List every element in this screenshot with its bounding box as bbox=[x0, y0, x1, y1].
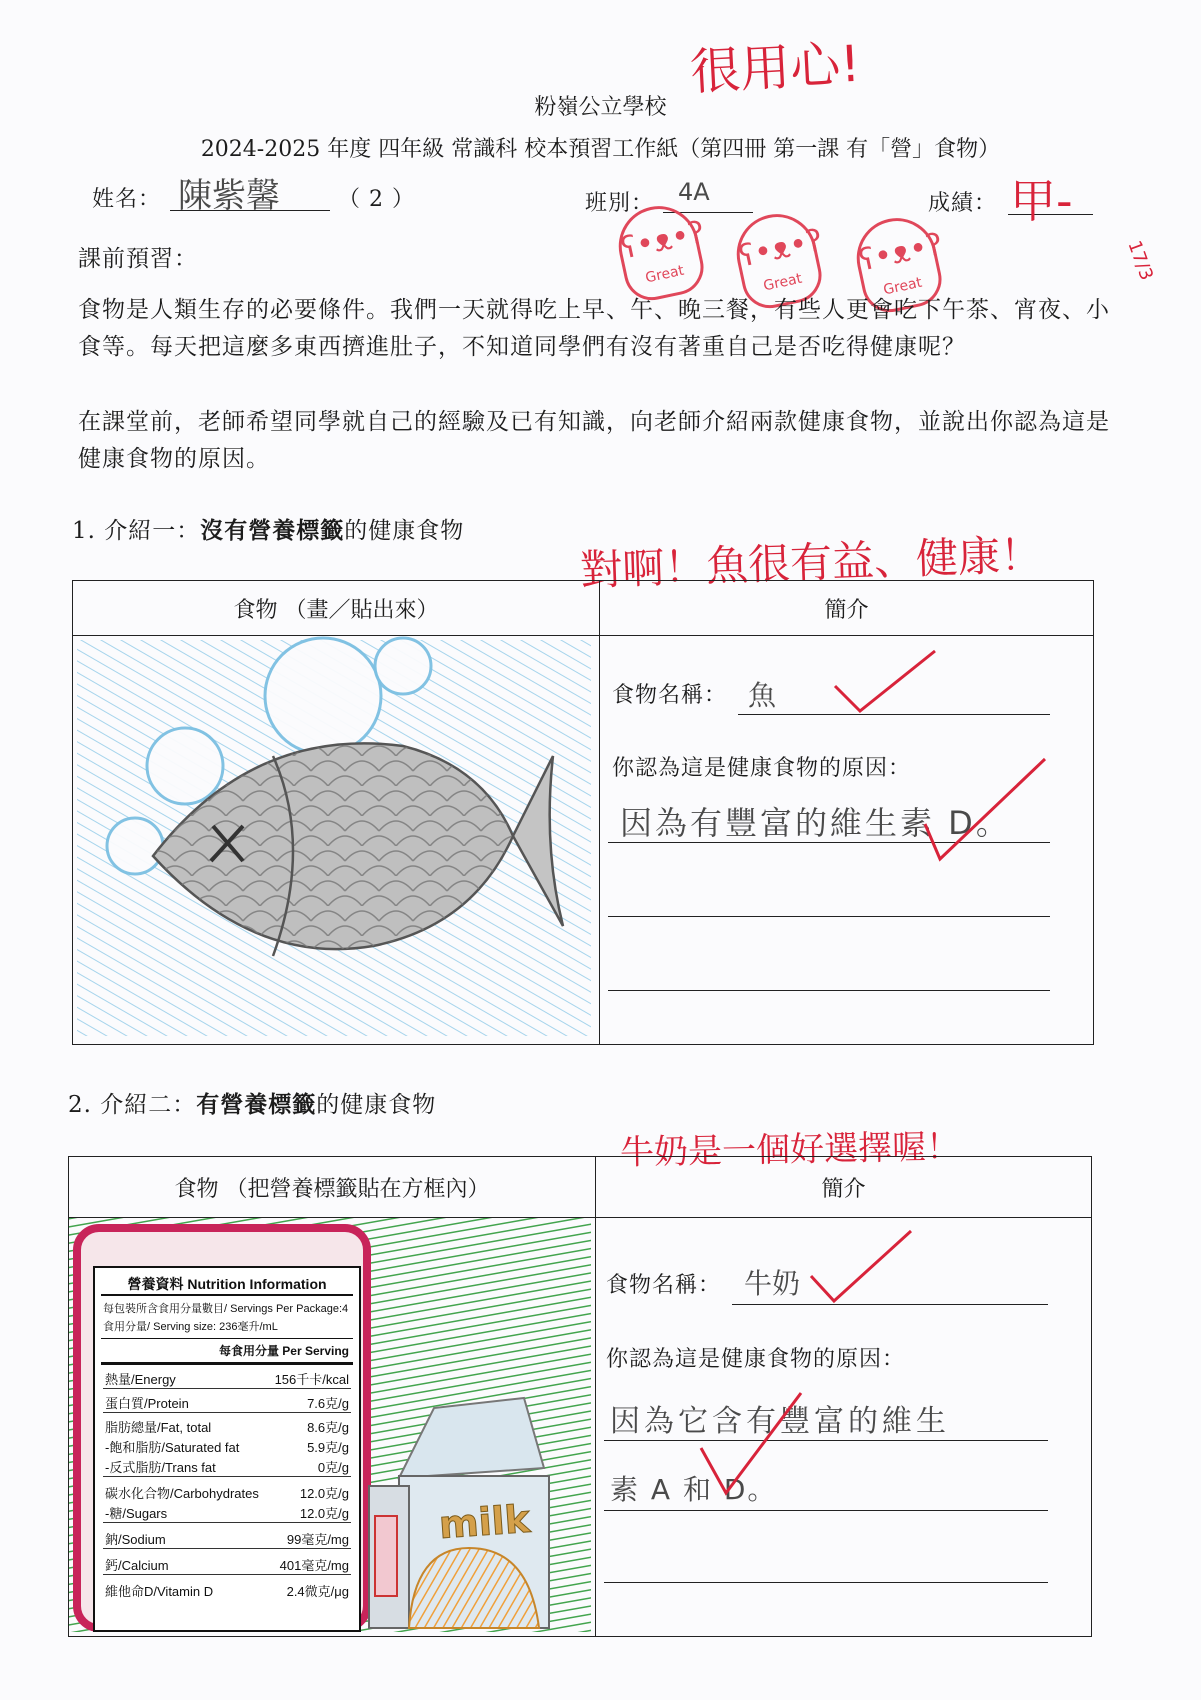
section2-table bbox=[68, 1156, 1092, 1637]
nutrition-value: 7.6克/g bbox=[307, 1396, 349, 1411]
class-value: 4A bbox=[678, 178, 710, 206]
intro-paragraph-1: 食物是人類生存的必要條件。我們一天就得吃上早、午、晚三餐，有些人更會吃下午茶、宵夜、小食等。每天把這麼多東西擠進肚子，不知道同學們有沒有著重自己是否吃得健康呢？ bbox=[78, 297, 1110, 360]
nutrition-key: 蛋白質/Protein bbox=[105, 1396, 189, 1411]
nutrition-row bbox=[103, 1526, 351, 1549]
name-label: 姓名： bbox=[92, 187, 162, 212]
nutrition-key: -糖/Sugars bbox=[105, 1506, 168, 1521]
class-label: 班別： bbox=[585, 191, 655, 216]
grade-value: 甲- bbox=[1010, 174, 1073, 228]
nutrition-value: 156千卡/kcal bbox=[274, 1372, 349, 1387]
section2-reason-label: 你認為這是健康食物的原因： bbox=[606, 1347, 906, 1372]
nutrition-row bbox=[103, 1500, 351, 1523]
section2-heading-suffix: 的健康食物 bbox=[316, 1092, 437, 1118]
bear-icon: ʕ•ᴥ•ʔ bbox=[735, 222, 826, 275]
section1-intro-cell bbox=[600, 636, 1094, 1045]
nutrition-servings: 每包裝所含食用分量數目/ Servings Per Package:4 bbox=[103, 1303, 349, 1315]
fish-drawing-cell bbox=[73, 636, 600, 1045]
section2-teacher-comment: 牛奶是一個好選擇喔！ bbox=[619, 1127, 961, 1173]
nutrition-value: 0克/g bbox=[317, 1460, 349, 1475]
section2-reason-value-1: 因為它含有豐富的維生 bbox=[610, 1404, 950, 1439]
grade-label: 成績： bbox=[928, 191, 998, 216]
section1-food-name-value: 魚 bbox=[748, 679, 777, 712]
nutrition-value: 99毫克/mg bbox=[286, 1532, 349, 1547]
nutrition-row bbox=[103, 1480, 351, 1502]
section1-heading-bold: 沒有營養標籤 bbox=[200, 517, 345, 544]
nutrition-key: 鈣/Calcium bbox=[105, 1558, 169, 1573]
section2-heading-bold: 有營養標籤 bbox=[196, 1091, 317, 1118]
stamp-text: Great bbox=[762, 270, 804, 295]
section1-reason-line-2 bbox=[608, 880, 1050, 917]
section1-teacher-comment: 對啊！魚很有益、健康！ bbox=[579, 529, 1043, 596]
section2-heading bbox=[68, 1086, 436, 1119]
preview-label: 課前預習： bbox=[78, 246, 198, 272]
intro-paragraph-2: 在課堂前，老師希望同學就自己的經驗及已有知識，向老師介紹兩款健康食物，並說出你認為這是健康食物的原因。 bbox=[78, 409, 1110, 472]
nutrition-key: 碳水化合物/Carbohydrates bbox=[105, 1486, 259, 1501]
section2-heading-prefix: 2. 介紹二： bbox=[68, 1092, 197, 1118]
nutrition-row bbox=[103, 1366, 351, 1389]
section1-heading-prefix: 1. 介紹一： bbox=[72, 518, 201, 544]
section1-reason-label: 你認為這是健康食物的原因： bbox=[612, 756, 912, 781]
bear-icon: ʕ•ᴥ•ʔ bbox=[855, 226, 946, 279]
class-number: （ 2 ） bbox=[338, 187, 415, 212]
carton-text: milk bbox=[437, 1496, 532, 1548]
stamp-text: Great bbox=[644, 262, 686, 287]
nutrition-title: 營養資料 Nutrition Information bbox=[127, 1276, 327, 1292]
nutrition-key: 維他命D/Vitamin D bbox=[105, 1584, 214, 1599]
section2-intro-cell bbox=[596, 1218, 1092, 1637]
check-mark-icon bbox=[920, 754, 1050, 864]
section2-reason-value-2: 素 A 和 D。 bbox=[610, 1473, 778, 1506]
section2-food-name-label: 食物名稱： bbox=[606, 1273, 722, 1298]
section1-table bbox=[72, 580, 1094, 1045]
section2-col-intro: 簡介 bbox=[596, 1157, 1092, 1218]
stamp-text: Great bbox=[882, 274, 924, 299]
nutrition-row bbox=[103, 1454, 351, 1477]
worksheet-title: 2024-2025 年度 四年級 常識科 校本預習工作紙（第四冊 第一課 有「營」食物） bbox=[200, 137, 1001, 162]
nutrition-value: 12.0克/g bbox=[299, 1486, 349, 1501]
check-mark-icon bbox=[830, 646, 940, 716]
grade-date: 17/3 bbox=[1123, 237, 1157, 284]
nutrition-label bbox=[93, 1266, 361, 1632]
section1-heading-suffix: 的健康食物 bbox=[344, 518, 465, 544]
milk-drawing-cell bbox=[69, 1218, 596, 1637]
check-mark-icon bbox=[806, 1226, 916, 1306]
nutrition-value: 2.4微克/μg bbox=[286, 1584, 349, 1599]
nutrition-serving-size: 食用分量/ Serving size: 236毫升/mL bbox=[103, 1321, 278, 1333]
section2-food-name-value: 牛奶 bbox=[744, 1267, 801, 1300]
section1-food-name-label: 食物名稱： bbox=[612, 683, 728, 708]
nutrition-key: 脂肪總量/Fat, total bbox=[105, 1420, 212, 1435]
nutrition-row bbox=[103, 1578, 351, 1600]
nutrition-row bbox=[103, 1390, 351, 1413]
school-name: 粉嶺公立學校 bbox=[534, 95, 667, 120]
section2-col-food: 食物 （把營養標籤貼在方框內） bbox=[69, 1157, 596, 1218]
nutrition-key: -反式脂肪/Trans fat bbox=[105, 1460, 216, 1475]
nutrition-value: 12.0克/g bbox=[299, 1506, 349, 1521]
nutrition-value: 5.9克/g bbox=[307, 1440, 349, 1455]
section1-reason-line-3 bbox=[608, 954, 1050, 991]
nutrition-row bbox=[103, 1552, 351, 1575]
section1-col-food: 食物 （畫／貼出來） bbox=[73, 581, 600, 636]
nutrition-key: 鈉/Sodium bbox=[105, 1532, 166, 1547]
section1-heading bbox=[72, 512, 464, 545]
check-mark-icon bbox=[696, 1388, 806, 1498]
nutrition-value: 8.6克/g bbox=[307, 1420, 349, 1435]
nutrition-row bbox=[103, 1414, 351, 1436]
nutrition-row bbox=[103, 1434, 351, 1456]
section1-reason-value-1: 因為有豐富的維生素 D。 bbox=[620, 804, 1011, 842]
section1-col-intro: 簡介 bbox=[600, 581, 1094, 636]
nutrition-per-serving: 每食用分量 Per Serving bbox=[218, 1344, 349, 1358]
nutrition-key: -飽和脂肪/Saturated fat bbox=[105, 1440, 240, 1455]
bear-icon: ʕ•ᴥ•ʔ bbox=[617, 214, 708, 267]
teacher-comment-top: 很用心! bbox=[688, 34, 862, 102]
name-value: 陳紫馨 bbox=[178, 176, 280, 216]
nutrition-key: 熱量/Energy bbox=[105, 1372, 176, 1387]
nutrition-value: 401毫克/mg bbox=[279, 1558, 349, 1573]
fish-drawing bbox=[73, 636, 595, 1040]
section2-reason-line-3 bbox=[604, 1546, 1048, 1583]
